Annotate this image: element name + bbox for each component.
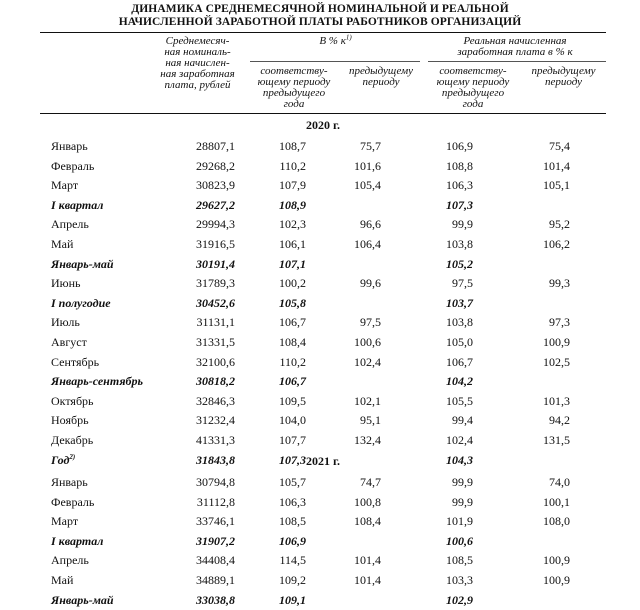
cell-real-year: 103,8 xyxy=(446,315,473,330)
table-row xyxy=(0,215,640,234)
cell-nominal: 30823,9 xyxy=(196,178,235,193)
cell-nominal: 28807,1 xyxy=(196,139,235,153)
cell-nominal: 41331,3 xyxy=(196,433,235,447)
table-row xyxy=(0,333,640,352)
header-nominal-wage xyxy=(150,36,245,91)
cell-real-year: 105,2 xyxy=(446,256,473,271)
cell-pct-prev: 108,4 xyxy=(354,514,381,529)
row-label: Апрель xyxy=(51,553,89,568)
cell-nominal: 29627,2 xyxy=(196,197,235,212)
group2-underline xyxy=(428,61,606,62)
cell-pct-year: 109,1 xyxy=(279,592,306,607)
cell-real-year: 103,7 xyxy=(446,295,473,310)
footnote-mark: 1) xyxy=(345,33,352,42)
cell-real-prev: 100,9 xyxy=(543,335,570,349)
cell-pct-prev: 96,6 xyxy=(360,217,381,232)
header-text: ющему периоду xyxy=(436,76,510,88)
cell-real-year: 108,5 xyxy=(446,553,473,568)
cell-nominal: 30818,2 xyxy=(196,374,235,389)
cell-real-prev: 101,4 xyxy=(543,158,570,173)
cell-real-year: 103,8 xyxy=(446,237,473,251)
cell-pct-year: 107,1 xyxy=(279,256,306,271)
table-row xyxy=(0,411,640,430)
row-label: Февраль xyxy=(51,494,95,509)
year-heading: 2020 г. xyxy=(305,118,341,132)
row-label: Май xyxy=(51,237,74,251)
table-row xyxy=(0,392,640,411)
row-label: Январь-май xyxy=(51,256,114,271)
row-label: Июнь xyxy=(51,276,81,291)
header-real-wage-group xyxy=(425,36,605,58)
row-label: I квартал xyxy=(51,197,104,212)
table-summary-row xyxy=(0,532,640,551)
cell-real-year: 105,0 xyxy=(446,335,473,349)
cell-pct-year: 108,7 xyxy=(279,139,306,153)
cell-real-year: 99,9 xyxy=(452,475,473,489)
cell-pct-prev: 101,4 xyxy=(354,553,381,568)
header-bottom-rule xyxy=(40,113,606,114)
cell-real-year: 107,3 xyxy=(446,197,473,212)
table-summary-row xyxy=(0,196,640,215)
cell-pct-year: 107,7 xyxy=(279,433,306,447)
subheader-prev-period-1 xyxy=(340,66,422,88)
cell-pct-year: 109,2 xyxy=(279,573,306,587)
group1-underline xyxy=(250,61,420,62)
cell-nominal: 31232,4 xyxy=(196,413,235,428)
cell-real-year: 100,6 xyxy=(446,533,473,548)
table-row xyxy=(0,551,640,570)
row-label: Год$^{2)}$ xyxy=(51,452,76,467)
header-text: заработная плата в % к xyxy=(457,46,573,58)
cell-real-year: 108,8 xyxy=(446,158,473,173)
cell-real-prev: 95,2 xyxy=(549,217,570,232)
table-row xyxy=(0,235,640,254)
cell-nominal: 34408,4 xyxy=(196,553,235,568)
table-row xyxy=(0,493,640,512)
table-row xyxy=(0,431,640,450)
cell-nominal: 31331,5 xyxy=(196,335,235,349)
cell-pct-year: 108,5 xyxy=(279,514,306,529)
cell-real-prev: 105,1 xyxy=(543,178,570,193)
cell-pct-year: 107,3 xyxy=(279,452,306,467)
row-label: Март xyxy=(51,514,79,529)
table-top-rule xyxy=(40,32,606,33)
cell-pct-prev: 101,4 xyxy=(354,573,381,587)
header-text: года xyxy=(462,98,484,110)
cell-pct-year: 105,7 xyxy=(279,475,306,489)
row-label: Сентябрь xyxy=(51,354,100,369)
header-text: периоду xyxy=(544,76,583,88)
header-text: ющему периоду xyxy=(257,76,331,88)
cell-nominal: 31916,5 xyxy=(196,237,235,251)
cell-real-year: 106,7 xyxy=(446,354,473,369)
table-row xyxy=(0,137,640,156)
cell-real-year: 101,9 xyxy=(446,514,473,529)
cell-real-prev: 108,0 xyxy=(543,514,570,529)
row-label: Декабрь xyxy=(51,433,94,447)
title-line-1: ДИНАМИКА СРЕДНЕМЕСЯЧНОЙ НОМИНАЛЬНОЙ И РЕАЛЬНОЙ xyxy=(131,3,509,15)
cell-real-prev: 75,4 xyxy=(549,139,570,153)
header-text: ная начислен- xyxy=(165,57,230,69)
header-text: В % к xyxy=(319,35,346,47)
row-label: Январь xyxy=(51,475,88,489)
cell-real-prev: 94,2 xyxy=(549,413,570,428)
cell-real-prev: 102,5 xyxy=(543,354,570,369)
cell-real-year: 99,4 xyxy=(452,413,473,428)
header-text: Среднемесяч- xyxy=(165,35,230,47)
subheader-same-period-1 xyxy=(248,66,340,110)
cell-pct-year: 110,2 xyxy=(279,354,306,369)
row-label: I полугодие xyxy=(51,295,111,310)
header-text: Реальная начисленная xyxy=(463,35,567,47)
cell-real-year: 105,5 xyxy=(446,393,473,408)
year-heading: 2021 г. xyxy=(305,454,341,468)
cell-real-year: 103,3 xyxy=(446,573,473,587)
cell-real-year: 104,3 xyxy=(446,452,473,467)
cell-nominal: 29994,3 xyxy=(196,217,235,232)
subheader-prev-period-2 xyxy=(521,66,606,88)
cell-pct-year: 106,1 xyxy=(279,237,306,251)
cell-nominal: 31131,1 xyxy=(196,315,235,330)
table-row xyxy=(0,512,640,531)
row-label: Январь-сентябрь xyxy=(51,374,143,389)
cell-real-year: 97,5 xyxy=(452,276,473,291)
cell-nominal: 31907,2 xyxy=(196,533,235,548)
table-row xyxy=(0,274,640,293)
cell-nominal: 34889,1 xyxy=(196,573,235,587)
cell-nominal: 32100,6 xyxy=(196,354,235,369)
cell-real-year: 104,2 xyxy=(446,374,473,389)
row-label: Апрель xyxy=(51,217,89,232)
cell-nominal: 30794,8 xyxy=(196,475,235,489)
cell-pct-year: 114,5 xyxy=(279,553,306,568)
cell-pct-prev: 102,1 xyxy=(354,393,381,408)
cell-nominal: 32846,3 xyxy=(196,393,235,408)
cell-nominal: 31112,8 xyxy=(196,494,235,509)
title-line-2: НАЧИСЛЕННОЙ ЗАРАБОТНОЙ ПЛАТЫ РАБОТНИКОВ ОРГАНИЗАЦИЙ xyxy=(118,16,522,28)
cell-real-prev: 97,3 xyxy=(549,315,570,330)
row-label: Июль xyxy=(51,315,80,330)
footnote-mark: 2) xyxy=(69,452,76,461)
cell-nominal: 33746,1 xyxy=(196,514,235,529)
cell-pct-year: 106,3 xyxy=(279,494,306,509)
cell-pct-prev: 99,6 xyxy=(360,276,381,291)
cell-nominal: 31789,3 xyxy=(196,276,235,291)
table-summary-row xyxy=(0,294,640,313)
cell-pct-prev: 74,7 xyxy=(360,475,381,489)
cell-real-year: 102,9 xyxy=(446,592,473,607)
header-text: ная номиналь- xyxy=(164,46,231,58)
row-label: Январь xyxy=(51,139,88,153)
table-summary-row xyxy=(0,591,640,610)
header-text: предыдущему xyxy=(531,65,596,77)
row-label: Май xyxy=(51,573,74,587)
header-percent-group xyxy=(248,33,423,47)
header-text: периоду xyxy=(362,76,400,88)
cell-pct-prev: 100,6 xyxy=(354,335,381,349)
cell-real-prev: 100,9 xyxy=(543,553,570,568)
row-label: Март xyxy=(51,178,79,193)
cell-pct-year: 102,3 xyxy=(279,217,306,232)
cell-real-year: 99,9 xyxy=(452,494,473,509)
table-row xyxy=(0,473,640,492)
header-text: соответству- xyxy=(260,65,328,77)
table-row xyxy=(0,157,640,176)
cell-pct-prev: 106,4 xyxy=(354,237,381,251)
header-text: предыдущего xyxy=(441,87,505,99)
table-row xyxy=(0,176,640,195)
table-row xyxy=(0,571,640,590)
cell-nominal: 30191,4 xyxy=(196,256,235,271)
cell-real-prev: 101,3 xyxy=(543,393,570,408)
row-label: Февраль xyxy=(51,158,95,173)
cell-real-prev: 131,5 xyxy=(543,433,570,447)
row-label: Октябрь xyxy=(51,393,94,408)
header-text: плата, рублей xyxy=(164,79,231,91)
cell-pct-prev: 101,6 xyxy=(354,158,381,173)
table-summary-row xyxy=(0,372,640,391)
cell-pct-year: 106,9 xyxy=(279,533,306,548)
row-label: Ноябрь xyxy=(51,413,89,428)
cell-real-prev: 100,1 xyxy=(543,494,570,509)
cell-pct-prev: 102,4 xyxy=(354,354,381,369)
cell-pct-prev: 132,4 xyxy=(354,433,381,447)
header-text: ная заработная xyxy=(160,68,235,80)
cell-real-year: 106,9 xyxy=(446,139,473,153)
table-row xyxy=(0,353,640,372)
cell-pct-prev: 105,4 xyxy=(354,178,381,193)
cell-pct-year: 110,2 xyxy=(279,158,306,173)
cell-nominal: 30452,6 xyxy=(196,295,235,310)
cell-pct-year: 108,4 xyxy=(279,335,306,349)
cell-real-prev: 99,3 xyxy=(549,276,570,291)
subheader-same-period-2 xyxy=(425,66,521,110)
header-text: предыдущему xyxy=(348,65,413,77)
cell-pct-year: 104,0 xyxy=(279,413,306,428)
cell-nominal: 29268,2 xyxy=(196,158,235,173)
cell-real-prev: 100,9 xyxy=(543,573,570,587)
cell-nominal: 31843,8 xyxy=(196,452,235,467)
row-label: Август xyxy=(51,335,87,349)
cell-real-prev: 74,0 xyxy=(549,475,570,489)
cell-pct-year: 106,7 xyxy=(279,374,306,389)
cell-nominal: 33038,8 xyxy=(196,592,235,607)
cell-pct-year: 109,5 xyxy=(279,393,306,408)
table-summary-row xyxy=(0,255,640,274)
cell-pct-year: 100,2 xyxy=(279,276,306,291)
row-label: Январь-май xyxy=(51,592,114,607)
cell-pct-year: 106,7 xyxy=(279,315,306,330)
header-text: предыдущего xyxy=(262,87,326,99)
table-row xyxy=(0,313,640,332)
cell-pct-prev: 97,5 xyxy=(360,315,381,330)
cell-pct-prev: 95,1 xyxy=(360,413,381,428)
cell-real-year: 102,4 xyxy=(446,433,473,447)
cell-pct-prev: 100,8 xyxy=(354,494,381,509)
row-label: I квартал xyxy=(51,533,104,548)
cell-pct-year: 108,9 xyxy=(279,197,306,212)
cell-pct-prev: 75,7 xyxy=(360,139,381,153)
cell-real-prev: 106,2 xyxy=(543,237,570,251)
document-title xyxy=(0,3,640,29)
header-text: года xyxy=(283,98,305,110)
cell-pct-year: 105,8 xyxy=(279,295,306,310)
cell-real-year: 99,9 xyxy=(452,217,473,232)
header-text: соответству- xyxy=(439,65,507,77)
cell-real-year: 106,3 xyxy=(446,178,473,193)
cell-pct-year: 107,9 xyxy=(279,178,306,193)
